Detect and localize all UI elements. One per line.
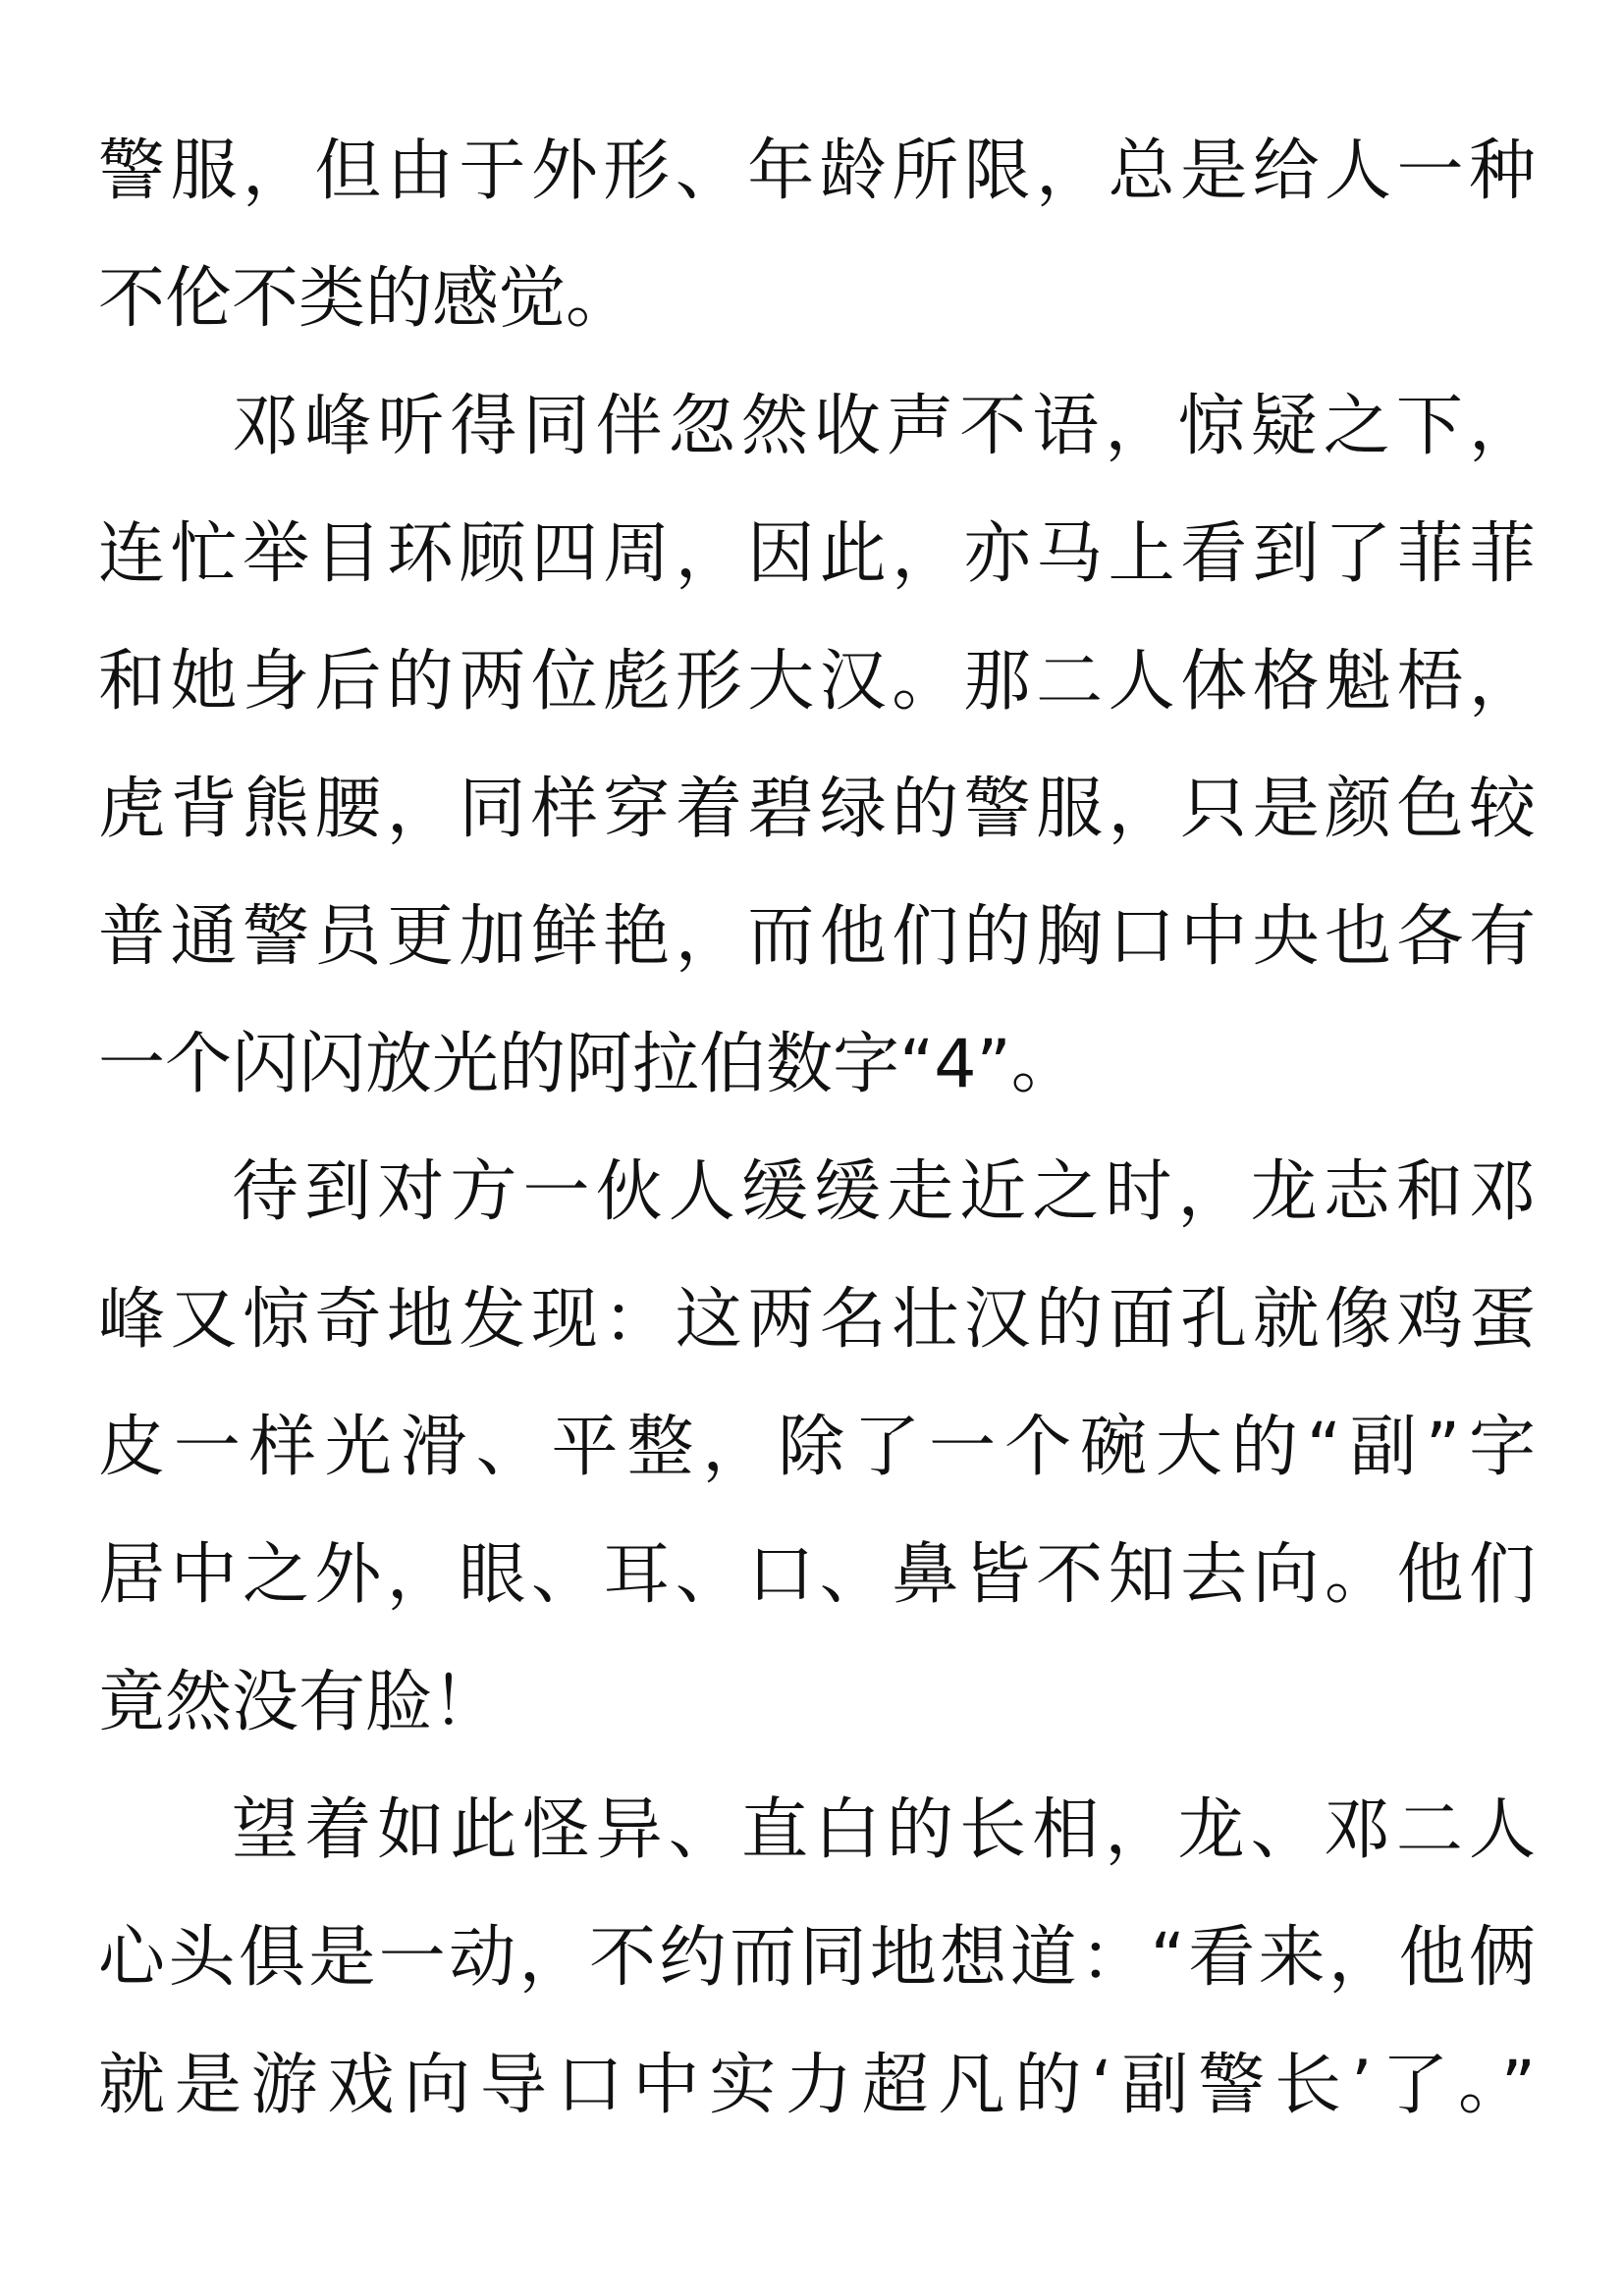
text-line: 虎背熊腰，同样穿着碧绿的警服，只是颜色较	[98, 771, 1536, 848]
text-line: 居中之外，眼、耳、口、鼻皆不知去向。他们	[98, 1536, 1536, 1614]
text-line: 不伦不类的感觉。	[98, 260, 633, 338]
paragraph-1	[98, 108, 1536, 363]
text-line: 一个闪闪放光的阿拉伯数字“4”。	[98, 1026, 1078, 1103]
paragraph-2	[98, 363, 1536, 1129]
paragraph-4	[98, 1767, 1536, 2150]
text-line: 连忙举目环顾四周，因此，亦马上看到了菲菲	[98, 515, 1536, 593]
text-line: 就是游戏向导口中实力超凡的‘副警长’了。”	[98, 2047, 1536, 2124]
paragraph-3	[98, 1129, 1536, 1767]
document-body	[98, 108, 1536, 2150]
text-line: 望着如此怪异、直白的长相，龙、邓二人	[232, 1791, 1536, 1869]
text-line: 邓峰听得同伴忽然收声不语，惊疑之下，	[232, 388, 1536, 465]
text-line: 待到对方一伙人缓缓走近之时，龙志和邓	[232, 1153, 1536, 1231]
text-line: 和她身后的两位彪形大汉。那二人体格魁梧，	[98, 643, 1536, 721]
text-line: 皮一样光滑、平整，除了一个碗大的“副”字	[98, 1409, 1536, 1486]
text-line: 警服，但由于外形、年龄所限，总是给人一种	[98, 133, 1536, 210]
text-line: 心头俱是一动，不约而同地想道：“看来，他俩	[98, 1919, 1536, 1997]
text-line: 峰又惊奇地发现：这两名壮汉的面孔就像鸡蛋	[98, 1281, 1536, 1359]
text-line: 竟然没有脸！	[98, 1664, 500, 1741]
text-line: 普通警员更加鲜艳，而他们的胸口中央也各有	[98, 898, 1536, 976]
